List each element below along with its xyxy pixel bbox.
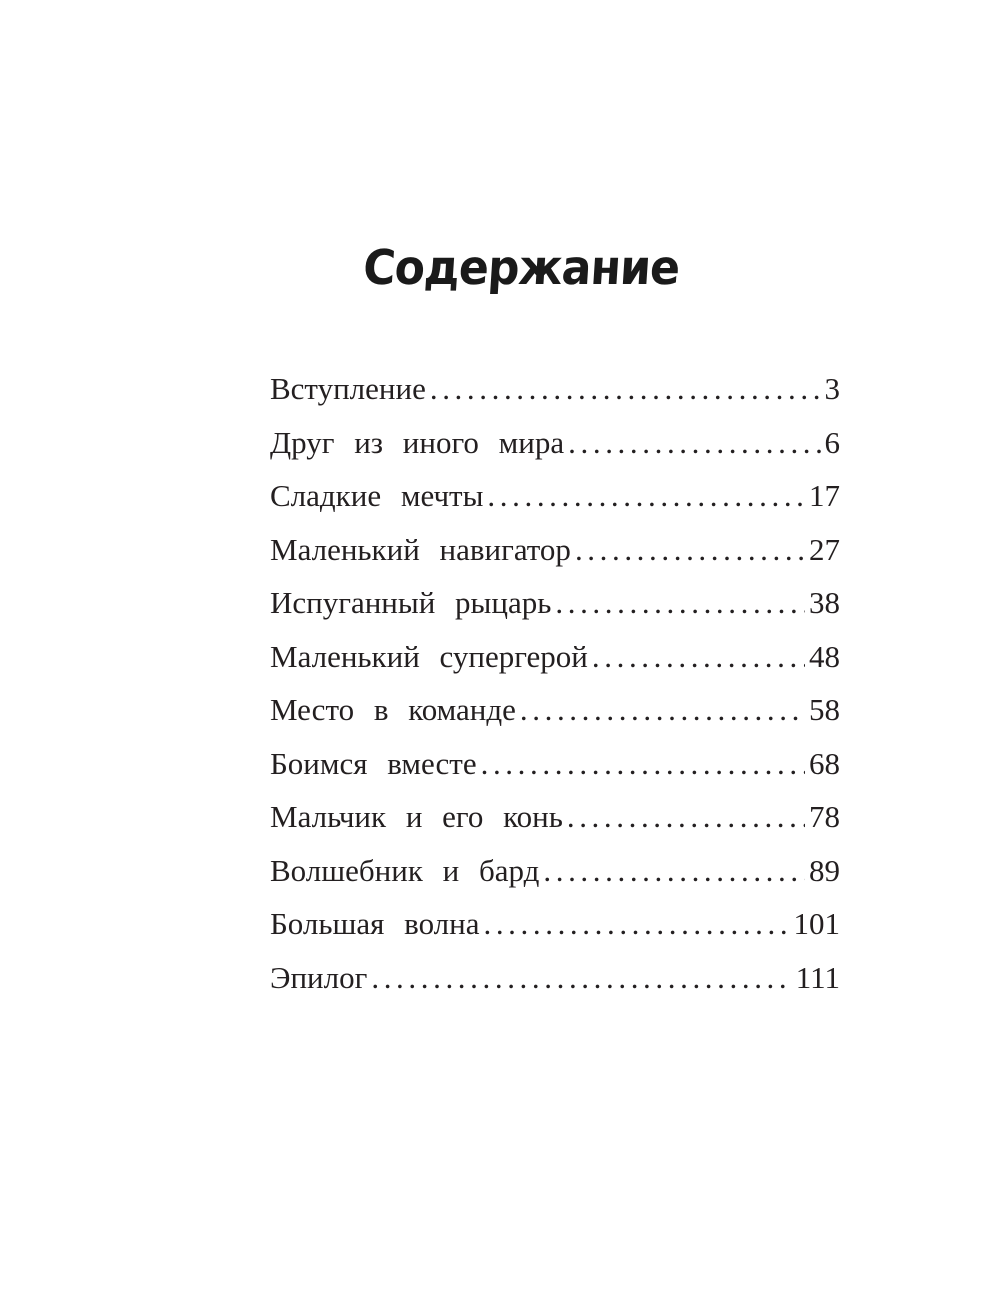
- page-title: Содержание: [361, 240, 682, 296]
- toc-page-number: 48: [809, 638, 840, 674]
- toc-entry-title: Мальчик и его конь: [270, 799, 563, 834]
- toc-entry: [270, 630, 840, 684]
- toc-entry: [270, 362, 840, 416]
- toc-entry: [270, 897, 840, 951]
- toc-entry-title: Маленький супергерой: [270, 638, 588, 674]
- toc-page-number: 101: [793, 906, 840, 941]
- toc-entry: [270, 790, 840, 844]
- toc-entry-title: Маленький навигатор: [270, 531, 571, 567]
- toc-page-number: 38: [809, 585, 840, 620]
- toc-page-number: 68: [809, 745, 840, 781]
- toc-page-number: 3: [824, 371, 840, 406]
- table-of-contents: [270, 362, 840, 1004]
- toc-entry-title: Эпилог: [270, 959, 368, 995]
- dot-leader: [555, 576, 805, 630]
- toc-page-number: 58: [809, 692, 840, 727]
- toc-entry: [270, 416, 840, 470]
- dot-leader: [575, 523, 805, 577]
- toc-entry-title: Волшебник и бард: [270, 852, 540, 888]
- toc-page-number: 17: [809, 478, 840, 513]
- toc-entry-title: Сладкие мечты: [270, 478, 484, 513]
- toc-entry: [270, 951, 840, 1005]
- toc-entry-title: Боимся вместе: [270, 745, 477, 781]
- toc-entry-title: Испуганный рыцарь: [270, 585, 552, 620]
- dot-leader: [481, 737, 805, 791]
- dot-leader: [520, 683, 805, 737]
- toc-page-number: 111: [795, 959, 840, 995]
- toc-entry-title: Большая волна: [270, 906, 480, 941]
- toc-page-number: 78: [809, 799, 840, 834]
- dot-leader: [568, 416, 820, 470]
- dot-leader: [371, 951, 791, 1005]
- toc-entry-title: Место в команде: [270, 692, 516, 727]
- toc-entry: [270, 683, 840, 737]
- toc-entry: [270, 844, 840, 898]
- dot-leader: [487, 469, 805, 523]
- toc-page-number: 6: [824, 424, 840, 460]
- toc-entry-title: Друг из иного мира: [270, 424, 565, 460]
- dot-leader: [543, 844, 805, 898]
- toc-entry: [270, 523, 840, 577]
- dot-leader: [592, 630, 805, 684]
- toc-entry-title: Вступление: [270, 371, 426, 406]
- dot-leader: [483, 897, 789, 951]
- toc-page-number: 89: [809, 852, 840, 888]
- toc-entry: [270, 469, 840, 523]
- dot-leader: [567, 790, 805, 844]
- toc-entry: [270, 576, 840, 630]
- toc-page-number: 27: [809, 531, 840, 567]
- dot-leader: [430, 362, 821, 416]
- toc-entry: [270, 737, 840, 791]
